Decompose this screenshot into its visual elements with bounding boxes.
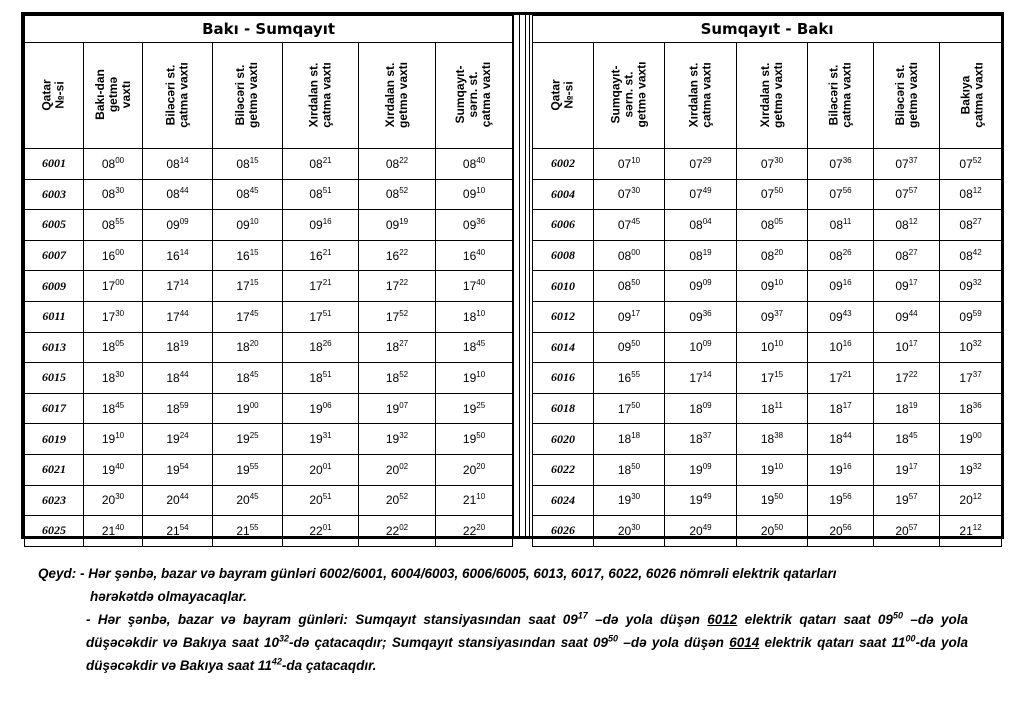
time-cell: $09^{16}$ bbox=[808, 271, 874, 302]
time-cell: $18^{19}$ bbox=[874, 393, 940, 424]
sumqayit-baku-table bbox=[532, 15, 1002, 547]
time-cell: $20^{30}$ bbox=[84, 485, 143, 516]
time-cell: $08^{14}$ bbox=[143, 149, 213, 180]
time-cell: $07^{52}$ bbox=[940, 149, 1002, 180]
time-cell: $17^{51}$ bbox=[283, 301, 359, 332]
table-row bbox=[25, 454, 513, 485]
time-cell: $10^{10}$ bbox=[737, 332, 808, 363]
time-cell: $20^{49}$ bbox=[665, 516, 737, 547]
time-cell: $19^{25}$ bbox=[213, 424, 283, 455]
time-cell: $18^{45}$ bbox=[874, 424, 940, 455]
table-title: Sumqayıt - Bakı bbox=[533, 16, 1002, 43]
time-cell: $07^{57}$ bbox=[874, 179, 940, 210]
time-cell: $17^{21}$ bbox=[283, 271, 359, 302]
time-cell: $08^{05}$ bbox=[737, 210, 808, 241]
time-cell: $18^{51}$ bbox=[283, 363, 359, 394]
time-cell: $18^{19}$ bbox=[143, 332, 213, 363]
time-cell: $20^{44}$ bbox=[143, 485, 213, 516]
time-cell: $09^{10}$ bbox=[737, 271, 808, 302]
time-cell: $08^{04}$ bbox=[665, 210, 737, 241]
column-header-label: Xırdalan st. getmə vaxtı bbox=[758, 61, 785, 128]
time-cell: $16^{40}$ bbox=[436, 240, 513, 271]
time-cell: $09^{19}$ bbox=[359, 210, 436, 241]
time-cell: $19^{17}$ bbox=[874, 454, 940, 485]
time-cell: $16^{21}$ bbox=[283, 240, 359, 271]
table-row bbox=[25, 516, 513, 547]
table-row bbox=[533, 271, 1002, 302]
train-number: 6025 bbox=[25, 516, 84, 547]
time-cell: $18^{37}$ bbox=[665, 424, 737, 455]
time-cell: $08^{26}$ bbox=[808, 240, 874, 271]
train-number: 6015 bbox=[25, 363, 84, 394]
baku-sumqayit-table bbox=[24, 15, 513, 547]
train-number: 6002 bbox=[533, 149, 594, 180]
time-cell: $20^{51}$ bbox=[283, 485, 359, 516]
time-cell: $19^{10}$ bbox=[84, 424, 143, 455]
train-number: 6006 bbox=[533, 210, 594, 241]
time-cell: $17^{21}$ bbox=[808, 363, 874, 394]
table-row bbox=[533, 240, 1002, 271]
note-label: Qeyd: bbox=[38, 566, 77, 581]
time-cell: $08^{30}$ bbox=[84, 179, 143, 210]
time-cell: $18^{44}$ bbox=[808, 424, 874, 455]
time-cell: $20^{56}$ bbox=[808, 516, 874, 547]
table-row bbox=[25, 271, 513, 302]
time-cell: $18^{09}$ bbox=[665, 393, 737, 424]
note-line-1 bbox=[38, 562, 968, 585]
train-number: 6001 bbox=[25, 149, 84, 180]
note-line-1-cont: hərəkətdə olmayacaqlar. bbox=[90, 589, 247, 604]
time-cell: $20^{12}$ bbox=[940, 485, 1002, 516]
time-cell: $16^{00}$ bbox=[84, 240, 143, 271]
time-cell: $09^{50}$ bbox=[594, 332, 665, 363]
table-row bbox=[25, 301, 513, 332]
table-row bbox=[25, 240, 513, 271]
column-header bbox=[940, 43, 1002, 149]
column-header-label: Xırdalan st. çatma vaxtı bbox=[686, 61, 714, 128]
time-cell: $19^{55}$ bbox=[213, 454, 283, 485]
time-cell: $16^{22}$ bbox=[359, 240, 436, 271]
time-cell: $09^{36}$ bbox=[665, 301, 737, 332]
time-cell: $09^{10}$ bbox=[213, 210, 283, 241]
timetable-frame bbox=[21, 12, 1004, 539]
time-cell: $19^{07}$ bbox=[359, 393, 436, 424]
train-number: 6024 bbox=[533, 485, 594, 516]
time-cell: $09^{09}$ bbox=[665, 271, 737, 302]
time-cell: $17^{37}$ bbox=[940, 363, 1002, 394]
train-number: 6013 bbox=[25, 332, 84, 363]
time-cell: $09^{59}$ bbox=[940, 301, 1002, 332]
time-cell: $08^{51}$ bbox=[283, 179, 359, 210]
train-number: 6007 bbox=[25, 240, 84, 271]
time-cell: $20^{52}$ bbox=[359, 485, 436, 516]
time-cell: $22^{02}$ bbox=[359, 516, 436, 547]
column-header-label: Biləcəri st. çatma vaxtı bbox=[826, 61, 854, 128]
train-number: 6020 bbox=[533, 424, 594, 455]
train-number: 6022 bbox=[533, 454, 594, 485]
time-cell: $08^{12}$ bbox=[940, 179, 1002, 210]
time-cell: $19^{40}$ bbox=[84, 454, 143, 485]
time-cell: $22^{01}$ bbox=[283, 516, 359, 547]
table-row bbox=[533, 363, 1002, 394]
column-header bbox=[359, 43, 436, 149]
time-cell: $18^{45}$ bbox=[436, 332, 513, 363]
time-cell: $08^{52}$ bbox=[359, 179, 436, 210]
time-cell: $09^{10}$ bbox=[436, 179, 513, 210]
note-2: - Hər şənbə, bazar və bayram günləri: Sumqayıt stansiyasından saat $09^{17}$ –də yola düşən 6012 elektrik qatarı saat $09^{50}$ –də yola düşəcəkdir və Bakıya saat $10^{32}-də$ çatacaqdır; Sumqayıt stansiyasından saat $09^{50}$ –də yola düşən 6014 elektrik qatarı saat $11^{00}-da$ yola düşəcəkdir və Bakıya saat $11^{42}-da$ çatacaqdır. bbox=[86, 610, 968, 673]
column-header bbox=[737, 43, 808, 149]
column-header bbox=[808, 43, 874, 149]
column-header-label: Sumqayıt- sərn. st. getmə vaxtı bbox=[608, 61, 649, 128]
train-number: 6010 bbox=[533, 271, 594, 302]
train-number: 6003 bbox=[25, 179, 84, 210]
column-header bbox=[594, 43, 665, 149]
time-cell: $18^{45}$ bbox=[84, 393, 143, 424]
time-cell: $08^{00}$ bbox=[594, 240, 665, 271]
time-cell: $19^{30}$ bbox=[594, 485, 665, 516]
time-cell: $08^{42}$ bbox=[940, 240, 1002, 271]
column-header-label: Bakı-dan getmə vaxtı bbox=[92, 69, 133, 120]
time-cell: $07^{49}$ bbox=[665, 179, 737, 210]
train-number: 6004 bbox=[533, 179, 594, 210]
time-cell: $18^{38}$ bbox=[737, 424, 808, 455]
time-cell: $17^{52}$ bbox=[359, 301, 436, 332]
time-cell: $18^{20}$ bbox=[213, 332, 283, 363]
time-cell: $07^{56}$ bbox=[808, 179, 874, 210]
time-cell: $18^{10}$ bbox=[436, 301, 513, 332]
time-cell: $19^{50}$ bbox=[436, 424, 513, 455]
table-row bbox=[533, 516, 1002, 547]
table-row bbox=[533, 454, 1002, 485]
time-cell: $18^{27}$ bbox=[359, 332, 436, 363]
table-row bbox=[25, 363, 513, 394]
time-cell: $19^{32}$ bbox=[359, 424, 436, 455]
time-cell: $21^{10}$ bbox=[436, 485, 513, 516]
time-cell: $07^{30}$ bbox=[594, 179, 665, 210]
time-cell: $07^{10}$ bbox=[594, 149, 665, 180]
time-cell: $18^{26}$ bbox=[283, 332, 359, 363]
column-header-label: Bakıya çatma vaxtı bbox=[958, 61, 986, 128]
train-number: 6021 bbox=[25, 454, 84, 485]
time-cell: $07^{36}$ bbox=[808, 149, 874, 180]
time-cell: $19^{25}$ bbox=[436, 393, 513, 424]
table-row bbox=[25, 210, 513, 241]
table-row bbox=[25, 424, 513, 455]
time-cell: $17^{30}$ bbox=[84, 301, 143, 332]
column-header bbox=[665, 43, 737, 149]
time-cell: $18^{05}$ bbox=[84, 332, 143, 363]
column-header bbox=[283, 43, 359, 149]
train-number: 6011 bbox=[25, 301, 84, 332]
time-cell: $19^{49}$ bbox=[665, 485, 737, 516]
table-title: Bakı - Sumqayıt bbox=[25, 16, 513, 43]
time-cell: $09^{09}$ bbox=[143, 210, 213, 241]
train-number: 6008 bbox=[533, 240, 594, 271]
time-cell: $07^{37}$ bbox=[874, 149, 940, 180]
note-1-text: - Hər şənbə, bazar və bayram günləri 6002/6001, 6004/6003, 6006/6005, 6013, 6017, 6022, 6026 nömrəli elektrik qatarları bbox=[80, 566, 837, 581]
column-header-label: Xırdalan st. getmə vaxtı bbox=[383, 61, 410, 128]
time-cell: $19^{24}$ bbox=[143, 424, 213, 455]
time-cell: $18^{45}$ bbox=[213, 363, 283, 394]
time-cell: $20^{20}$ bbox=[436, 454, 513, 485]
time-cell: $18^{17}$ bbox=[808, 393, 874, 424]
time-cell: $22^{20}$ bbox=[436, 516, 513, 547]
time-cell: $21^{12}$ bbox=[940, 516, 1002, 547]
time-cell: $19^{00}$ bbox=[213, 393, 283, 424]
time-cell: $09^{44}$ bbox=[874, 301, 940, 332]
time-cell: $18^{44}$ bbox=[143, 363, 213, 394]
time-cell: $17^{50}$ bbox=[594, 393, 665, 424]
time-cell: $18^{30}$ bbox=[84, 363, 143, 394]
time-cell: $18^{59}$ bbox=[143, 393, 213, 424]
train-number: 6018 bbox=[533, 393, 594, 424]
column-header bbox=[25, 43, 84, 149]
table-row bbox=[533, 332, 1002, 363]
time-cell: $18^{50}$ bbox=[594, 454, 665, 485]
table-separator bbox=[513, 15, 530, 536]
time-cell: $16^{55}$ bbox=[594, 363, 665, 394]
time-cell: $08^{27}$ bbox=[874, 240, 940, 271]
time-cell: $08^{22}$ bbox=[359, 149, 436, 180]
time-cell: $10^{17}$ bbox=[874, 332, 940, 363]
train-number: 6009 bbox=[25, 271, 84, 302]
table-row bbox=[533, 210, 1002, 241]
time-cell: $09^{43}$ bbox=[808, 301, 874, 332]
time-cell: $09^{36}$ bbox=[436, 210, 513, 241]
time-cell: $19^{10}$ bbox=[436, 363, 513, 394]
table-row bbox=[25, 332, 513, 363]
time-cell: $18^{52}$ bbox=[359, 363, 436, 394]
table-row bbox=[25, 485, 513, 516]
time-cell: $20^{01}$ bbox=[283, 454, 359, 485]
time-cell: $19^{31}$ bbox=[283, 424, 359, 455]
table-row bbox=[533, 424, 1002, 455]
table-row bbox=[25, 179, 513, 210]
time-cell: $17^{22}$ bbox=[359, 271, 436, 302]
time-cell: $17^{22}$ bbox=[874, 363, 940, 394]
time-cell: $16^{15}$ bbox=[213, 240, 283, 271]
time-cell: $07^{50}$ bbox=[737, 179, 808, 210]
table-row bbox=[25, 393, 513, 424]
time-cell: $07^{29}$ bbox=[665, 149, 737, 180]
column-header-label: Qatar №-si bbox=[39, 78, 67, 111]
time-cell: $20^{02}$ bbox=[359, 454, 436, 485]
time-cell: $08^{44}$ bbox=[143, 179, 213, 210]
time-cell: $19^{09}$ bbox=[665, 454, 737, 485]
time-cell: $09^{32}$ bbox=[940, 271, 1002, 302]
time-cell: $18^{18}$ bbox=[594, 424, 665, 455]
time-cell: $10^{09}$ bbox=[665, 332, 737, 363]
column-header bbox=[436, 43, 513, 149]
train-number: 6023 bbox=[25, 485, 84, 516]
time-cell: $19^{16}$ bbox=[808, 454, 874, 485]
time-cell: $07^{45}$ bbox=[594, 210, 665, 241]
time-cell: $17^{40}$ bbox=[436, 271, 513, 302]
time-cell: $08^{11}$ bbox=[808, 210, 874, 241]
table-row bbox=[533, 301, 1002, 332]
train-number: 6019 bbox=[25, 424, 84, 455]
time-cell: $17^{15}$ bbox=[737, 363, 808, 394]
column-header-label: Xırdalan st. çatma vaxtı bbox=[306, 61, 334, 128]
table-row bbox=[25, 149, 513, 180]
time-cell: $19^{56}$ bbox=[808, 485, 874, 516]
column-header bbox=[533, 43, 594, 149]
train-number: 6014 bbox=[533, 332, 594, 363]
table-row bbox=[533, 149, 1002, 180]
column-header-label: Biləcəri st. çatma vaxtı bbox=[163, 61, 191, 128]
time-cell: $20^{50}$ bbox=[737, 516, 808, 547]
time-cell: $10^{16}$ bbox=[808, 332, 874, 363]
time-cell: $21^{40}$ bbox=[84, 516, 143, 547]
time-cell: $09^{17}$ bbox=[594, 301, 665, 332]
time-cell: $17^{00}$ bbox=[84, 271, 143, 302]
time-cell: $08^{40}$ bbox=[436, 149, 513, 180]
time-cell: $21^{54}$ bbox=[143, 516, 213, 547]
column-header bbox=[213, 43, 283, 149]
time-cell: $08^{20}$ bbox=[737, 240, 808, 271]
column-header-label: Biləcəri st. getmə vaxtı bbox=[893, 61, 921, 128]
time-cell: $08^{00}$ bbox=[84, 149, 143, 180]
time-cell: $19^{00}$ bbox=[940, 424, 1002, 455]
time-cell: $18^{36}$ bbox=[940, 393, 1002, 424]
time-cell: $19^{50}$ bbox=[737, 485, 808, 516]
time-cell: $07^{30}$ bbox=[737, 149, 808, 180]
time-cell: $17^{14}$ bbox=[143, 271, 213, 302]
time-cell: $17^{15}$ bbox=[213, 271, 283, 302]
time-cell: $08^{27}$ bbox=[940, 210, 1002, 241]
train-number: 6016 bbox=[533, 363, 594, 394]
train-number: 6017 bbox=[25, 393, 84, 424]
table-row bbox=[533, 393, 1002, 424]
column-header-label: Sumqayıt- sərn. st. çatma vaxtı bbox=[453, 61, 494, 128]
time-cell: $19^{57}$ bbox=[874, 485, 940, 516]
column-header bbox=[143, 43, 213, 149]
notes-section bbox=[38, 562, 968, 677]
time-cell: $09^{17}$ bbox=[874, 271, 940, 302]
time-cell: $16^{14}$ bbox=[143, 240, 213, 271]
time-cell: $09^{37}$ bbox=[737, 301, 808, 332]
time-cell: $10^{32}$ bbox=[940, 332, 1002, 363]
time-cell: $08^{21}$ bbox=[283, 149, 359, 180]
train-number: 6012 bbox=[533, 301, 594, 332]
time-cell: $08^{15}$ bbox=[213, 149, 283, 180]
time-cell: $17^{44}$ bbox=[143, 301, 213, 332]
column-header-label: Qatar №-si bbox=[548, 78, 576, 111]
time-cell: $08^{50}$ bbox=[594, 271, 665, 302]
train-number: 6005 bbox=[25, 210, 84, 241]
time-cell: $17^{14}$ bbox=[665, 363, 737, 394]
time-cell: $20^{30}$ bbox=[594, 516, 665, 547]
time-cell: $17^{45}$ bbox=[213, 301, 283, 332]
time-cell: $20^{57}$ bbox=[874, 516, 940, 547]
time-cell: $19^{10}$ bbox=[737, 454, 808, 485]
time-cell: $08^{45}$ bbox=[213, 179, 283, 210]
table-row bbox=[533, 179, 1002, 210]
train-number: 6026 bbox=[533, 516, 594, 547]
time-cell: $08^{19}$ bbox=[665, 240, 737, 271]
column-header bbox=[874, 43, 940, 149]
time-cell: $09^{16}$ bbox=[283, 210, 359, 241]
time-cell: $18^{11}$ bbox=[737, 393, 808, 424]
time-cell: $08^{12}$ bbox=[874, 210, 940, 241]
table-row bbox=[533, 485, 1002, 516]
column-header bbox=[84, 43, 143, 149]
time-cell: $20^{45}$ bbox=[213, 485, 283, 516]
time-cell: $19^{54}$ bbox=[143, 454, 213, 485]
column-header-label: Biləcəri st. getmə vaxtı bbox=[233, 61, 261, 128]
time-cell: $19^{32}$ bbox=[940, 454, 1002, 485]
time-cell: $21^{55}$ bbox=[213, 516, 283, 547]
time-cell: $08^{55}$ bbox=[84, 210, 143, 241]
time-cell: $19^{06}$ bbox=[283, 393, 359, 424]
